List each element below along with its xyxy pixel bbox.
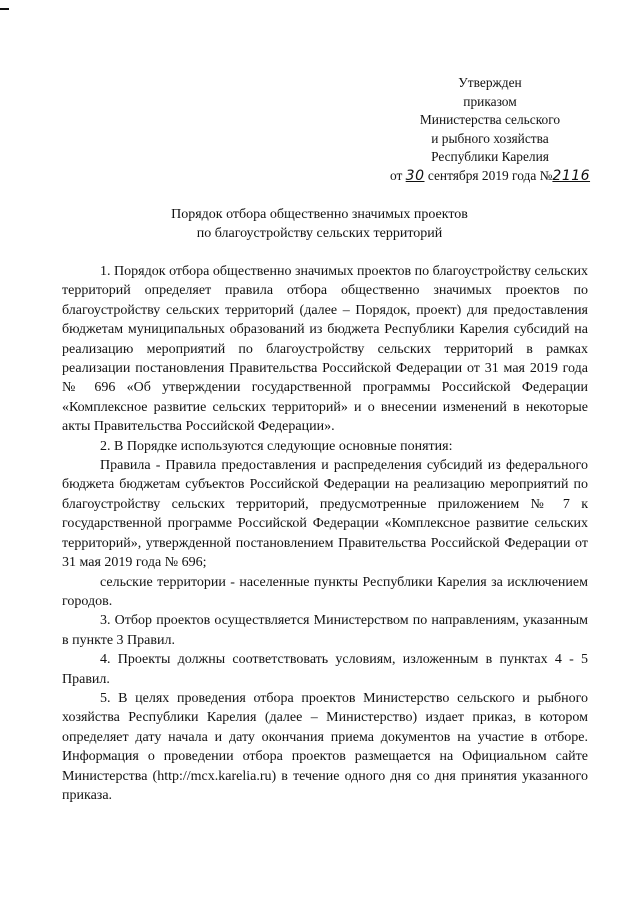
document-body bbox=[62, 262, 588, 805]
paragraph-2: 2. В Порядке используются следующие основные понятия: bbox=[100, 438, 453, 454]
date-rest: сентября 2019 года № bbox=[427, 167, 553, 183]
date-day-handwritten: 30 bbox=[405, 167, 425, 184]
date-prefix: от bbox=[389, 167, 403, 183]
approval-line: приказом bbox=[463, 93, 517, 109]
margin-mark bbox=[0, 8, 9, 10]
approval-line: и рыбного хозяйства bbox=[431, 130, 549, 146]
title-line: по благоустройству сельских территорий bbox=[196, 226, 443, 241]
title-line: Порядок отбора общественно значимых проектов bbox=[171, 207, 468, 222]
paragraph-5: 5. В целях проведения отбора проектов Министерство сельского и рыбного хозяйства Республики Карелия (далее – Министерство) издает приказ, в котором определяет дату начала и дату окончания приема документов на участие в отборе. Информация о проведении отбора проектов размещается на Официальном сайте Министерства (http://mcx.karelia.ru) в течение одного дня со дня принятия указанного приказа. bbox=[62, 690, 588, 803]
approval-line: Утвержден bbox=[458, 75, 522, 90]
approval-line: Министерства сельского bbox=[419, 112, 561, 128]
order-number-handwritten: 2116 bbox=[552, 167, 591, 184]
document-title bbox=[0, 205, 639, 243]
approval-line: Республики Карелия bbox=[431, 149, 549, 165]
definition-rural-territories: сельские территории - населенные пункты Республики Карелия за исключением городов. bbox=[62, 574, 588, 609]
paragraph-3: 3. Отбор проектов осуществляется Министерством по направлениям, указанным в пункте 3 Правил. bbox=[62, 613, 588, 648]
approval-stamp bbox=[360, 74, 620, 186]
paragraph-4: 4. Проекты должны соответствовать условиям, изложенным в пунктах 4 - 5 Правил. bbox=[62, 652, 588, 687]
definition-rules: Правила - Правила предоставления и распределения субсидий из федерального бюджета бюджетам субъектов Российской Федерации на реализацию мероприятий по благоустройству сельских территорий, предусмотренные приложением № 7 к государственной программе Российской Федерации «Комплексное развитие сельских территорий», утвержденной постановлением Правительства Российской Федерации от 31 мая 2019 года № 696; bbox=[62, 458, 588, 571]
approval-date-line bbox=[360, 167, 620, 186]
paragraph-1: 1. Порядок отбора общественно значимых проектов по благоустройству сельских территорий определяет правила отбора общественно значимых проектов по благоустройству сельских территорий (далее – Порядок, проект) для предоставления бюджетам муниципальных образований из бюджета Республики Карелия субсидий на реализацию мероприятий по благоустройству сельских территорий в рамках реализации постановления Правительства Российской Федерации от 31 мая 2019 года № 696 «Об утверждении государственной программы Российской Федерации «Комплексное развитие сельских территорий» и о внесении изменений в некоторые акты Правительства Российской Федерации». bbox=[62, 264, 588, 435]
